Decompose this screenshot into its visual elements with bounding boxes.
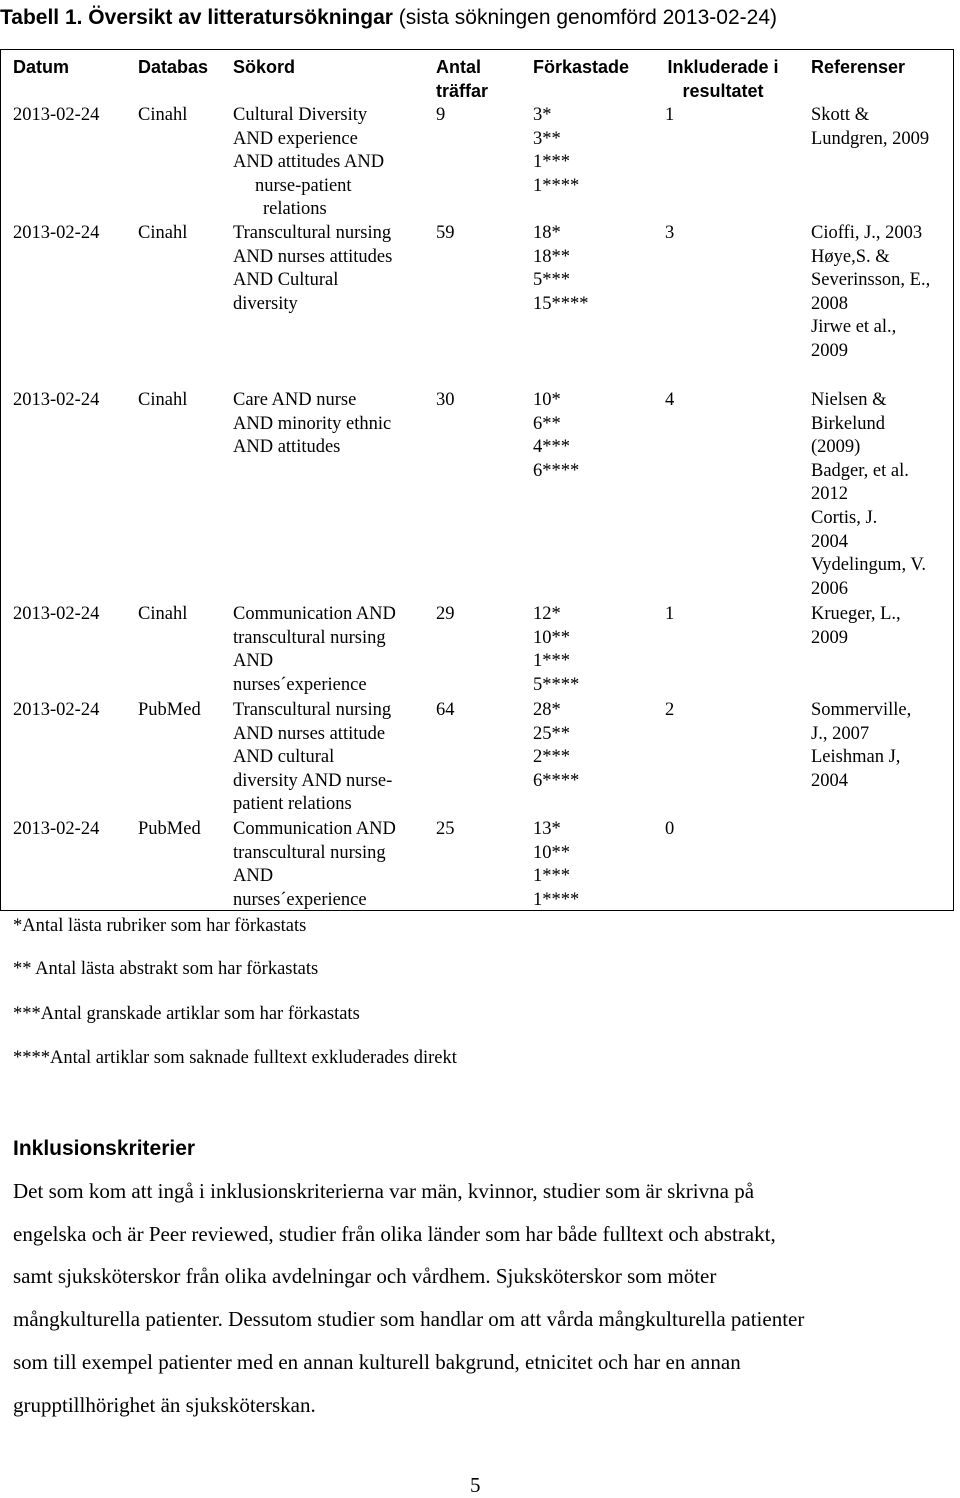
cell-inkluderade: 4 bbox=[665, 390, 675, 410]
cell-antal: 29 bbox=[436, 604, 455, 624]
cell-inkluderade: 1 bbox=[665, 604, 675, 624]
rejected-count: 13* bbox=[533, 819, 561, 839]
search-term-line: Communication AND bbox=[233, 819, 396, 839]
header-inkluderade-line: Inkluderade i bbox=[667, 57, 779, 77]
rejected-count: 1*** bbox=[533, 651, 570, 672]
cell-sokord bbox=[233, 222, 392, 316]
search-term-line: Care AND nurse bbox=[233, 390, 357, 410]
cell-inkluderade: 0 bbox=[665, 819, 675, 839]
search-term-line: AND attitudes bbox=[233, 437, 341, 458]
reference-line: Severinsson, E., bbox=[811, 270, 931, 291]
rejected-count: 12* bbox=[533, 604, 561, 624]
rejected-count: 25** bbox=[533, 723, 570, 744]
paragraph-line: Det som kom att ingå i inklusionskriterierna var män, kvinnor, studier som är skrivna på bbox=[13, 1179, 755, 1203]
inclusion-paragraph bbox=[13, 1170, 943, 1426]
paragraph-line: mångkulturella patienter. Dessutom studier som handlar om att vårda mångkulturella patienter bbox=[13, 1307, 805, 1332]
cell-datum: 2013-02-24 bbox=[13, 223, 100, 243]
cell-datum: 2013-02-24 bbox=[13, 700, 100, 720]
search-term-line: Cultural Diversity bbox=[233, 105, 368, 125]
search-term-line: transcultural nursing bbox=[233, 842, 386, 863]
reference-line: Nielsen & bbox=[811, 390, 887, 410]
rejected-count: 6**** bbox=[533, 460, 580, 481]
search-term-line: AND cultural bbox=[233, 747, 335, 768]
rejected-count: 1**** bbox=[533, 889, 580, 910]
header-antal-line: träffar bbox=[436, 80, 489, 101]
search-term-line: Communication AND bbox=[233, 604, 396, 624]
reference-line: Jirwe et al., bbox=[811, 317, 897, 338]
header-referenser: Referenser bbox=[811, 57, 906, 77]
reference-line: Lundgren, 2009 bbox=[811, 128, 930, 149]
search-term-line: nurse-patient bbox=[255, 175, 352, 196]
cell-referenser bbox=[811, 222, 930, 364]
reference-line: J., 2007 bbox=[811, 723, 870, 744]
page-number: 5 bbox=[470, 1473, 481, 1497]
rejected-count: 2*** bbox=[533, 747, 570, 768]
search-term-line: AND nurses attitude bbox=[233, 723, 386, 744]
footnote: *Antal lästa rubriker som har förkastats bbox=[13, 916, 307, 936]
search-term-line: AND Cultural bbox=[233, 270, 339, 291]
search-term-line: AND bbox=[233, 651, 274, 672]
header-antal-line: Antal bbox=[436, 57, 481, 77]
rejected-count: 4*** bbox=[533, 437, 570, 458]
reference-line: Cortis, J. bbox=[811, 507, 878, 528]
search-term-line: Transcultural nursing bbox=[233, 700, 392, 720]
reference-line: 2012 bbox=[811, 484, 848, 505]
footnote: ***Antal granskade artiklar som har förkastats bbox=[13, 1004, 360, 1024]
search-term-line: AND bbox=[233, 866, 274, 887]
cell-databas: Cinahl bbox=[138, 223, 188, 243]
cell-referenser bbox=[811, 104, 929, 151]
section-heading: Inklusionskriterier bbox=[13, 1137, 196, 1160]
search-term-line: AND experience bbox=[233, 128, 358, 149]
paragraph-line: grupptillhörighet än sjuksköterskan. bbox=[13, 1392, 316, 1417]
cell-datum: 2013-02-24 bbox=[13, 604, 100, 624]
rejected-count: 6** bbox=[533, 413, 561, 434]
rejected-count: 1*** bbox=[533, 152, 570, 173]
header-antal bbox=[436, 56, 488, 103]
cell-forkastade bbox=[533, 603, 579, 697]
rejected-count: 3* bbox=[533, 105, 552, 125]
cell-referenser bbox=[811, 603, 901, 650]
header-sokord: Sökord bbox=[233, 57, 296, 77]
rejected-count: 18* bbox=[533, 223, 561, 243]
reference-line: 2009 bbox=[811, 340, 848, 361]
table-caption-label: Tabell 1. Översikt av litteratursökningar bbox=[0, 6, 393, 29]
reference-line: Sommerville, bbox=[811, 700, 912, 720]
search-term-line: nurses´experience bbox=[233, 674, 367, 695]
header-forkastade: Förkastade bbox=[533, 57, 630, 77]
header-databas: Databas bbox=[138, 57, 209, 77]
reference-line: Badger, et al. bbox=[811, 460, 909, 481]
table-caption bbox=[0, 3, 777, 33]
table-caption-note: (sista sökningen genomförd 2013-02-24) bbox=[398, 6, 777, 29]
reference-line: 2006 bbox=[811, 578, 848, 599]
reference-line: Høye,S. & bbox=[811, 246, 890, 267]
search-term-line: transcultural nursing bbox=[233, 627, 386, 648]
cell-inkluderade: 1 bbox=[665, 105, 675, 125]
cell-antal: 64 bbox=[436, 700, 455, 720]
rejected-count: 1*** bbox=[533, 866, 570, 887]
rejected-count: 28* bbox=[533, 700, 561, 720]
cell-datum: 2013-02-24 bbox=[13, 819, 100, 839]
rejected-count: 1**** bbox=[533, 175, 580, 196]
cell-referenser bbox=[811, 389, 926, 601]
reference-line: Vydelingum, V. bbox=[811, 555, 926, 576]
reference-line: 2004 bbox=[811, 531, 848, 552]
cell-forkastade bbox=[533, 699, 579, 793]
rejected-count: 15**** bbox=[533, 293, 589, 314]
cell-antal: 59 bbox=[436, 223, 455, 243]
reference-line: Birkelund bbox=[811, 413, 885, 434]
rejected-count: 5**** bbox=[533, 674, 580, 695]
cell-sokord bbox=[233, 389, 391, 460]
cell-sokord bbox=[233, 818, 396, 912]
cell-referenser bbox=[811, 699, 911, 793]
paragraph-line: samt sjuksköterskor från olika avdelningar och vårdhem. Sjuksköterskor som möter bbox=[13, 1264, 717, 1289]
reference-line: Skott & bbox=[811, 105, 870, 125]
cell-datum: 2013-02-24 bbox=[13, 105, 100, 125]
search-term-line: patient relations bbox=[233, 794, 352, 815]
cell-antal: 30 bbox=[436, 390, 455, 410]
rejected-count: 5*** bbox=[533, 270, 570, 291]
cell-forkastade bbox=[533, 818, 579, 912]
search-term-line: diversity bbox=[233, 293, 298, 314]
paragraph-line: engelska och är Peer reviewed, studier från olika länder som har både fulltext och abstrakt, bbox=[13, 1221, 776, 1246]
rejected-count: 10** bbox=[533, 842, 570, 863]
reference-line: Krueger, L., bbox=[811, 604, 901, 624]
rejected-count: 10* bbox=[533, 390, 561, 410]
cell-antal: 9 bbox=[436, 105, 446, 125]
cell-databas: Cinahl bbox=[138, 604, 188, 624]
search-term-line: diversity AND nurse- bbox=[233, 770, 393, 791]
paragraph-line: som till exempel patienter med en annan kulturell bakgrund, etnicitet och har en annan bbox=[13, 1349, 741, 1374]
reference-line: 2008 bbox=[811, 293, 848, 314]
footnote: ****Antal artiklar som saknade fulltext exkluderades direkt bbox=[13, 1048, 457, 1068]
search-term-line: Transcultural nursing bbox=[233, 223, 392, 243]
header-inkluderade-line: resultatet bbox=[682, 80, 764, 101]
search-term-line: AND attitudes AND bbox=[233, 152, 385, 173]
cell-forkastade bbox=[533, 222, 589, 316]
rejected-count: 18** bbox=[533, 246, 570, 267]
cell-databas: PubMed bbox=[138, 700, 201, 720]
search-term-line: AND minority ethnic bbox=[233, 413, 392, 434]
cell-forkastade bbox=[533, 104, 579, 198]
reference-line: Leishman J, bbox=[811, 747, 901, 768]
rejected-count: 6**** bbox=[533, 770, 580, 791]
cell-antal: 25 bbox=[436, 819, 455, 839]
search-term-line: relations bbox=[263, 199, 327, 220]
rejected-count: 3** bbox=[533, 128, 561, 149]
cell-sokord bbox=[233, 104, 384, 222]
cell-datum: 2013-02-24 bbox=[13, 390, 100, 410]
cell-sokord bbox=[233, 603, 396, 697]
cell-forkastade bbox=[533, 389, 579, 483]
cell-databas: Cinahl bbox=[138, 390, 188, 410]
search-term-line: nurses´experience bbox=[233, 889, 367, 910]
rejected-count: 10** bbox=[533, 627, 570, 648]
cell-inkluderade: 2 bbox=[665, 700, 675, 720]
search-term-line: AND nurses attitudes bbox=[233, 246, 393, 267]
reference-line: (2009) bbox=[811, 437, 861, 458]
header-datum: Datum bbox=[13, 57, 70, 77]
header-inkluderade bbox=[658, 56, 788, 103]
reference-line: 2004 bbox=[811, 770, 848, 791]
cell-databas: PubMed bbox=[138, 819, 201, 839]
cell-sokord bbox=[233, 699, 392, 817]
footnote: ** Antal lästa abstrakt som har förkastats bbox=[13, 959, 319, 979]
reference-line: 2009 bbox=[811, 627, 848, 648]
reference-line: Cioffi, J., 2003 bbox=[811, 223, 923, 243]
cell-databas: Cinahl bbox=[138, 105, 188, 125]
cell-inkluderade: 3 bbox=[665, 223, 675, 243]
